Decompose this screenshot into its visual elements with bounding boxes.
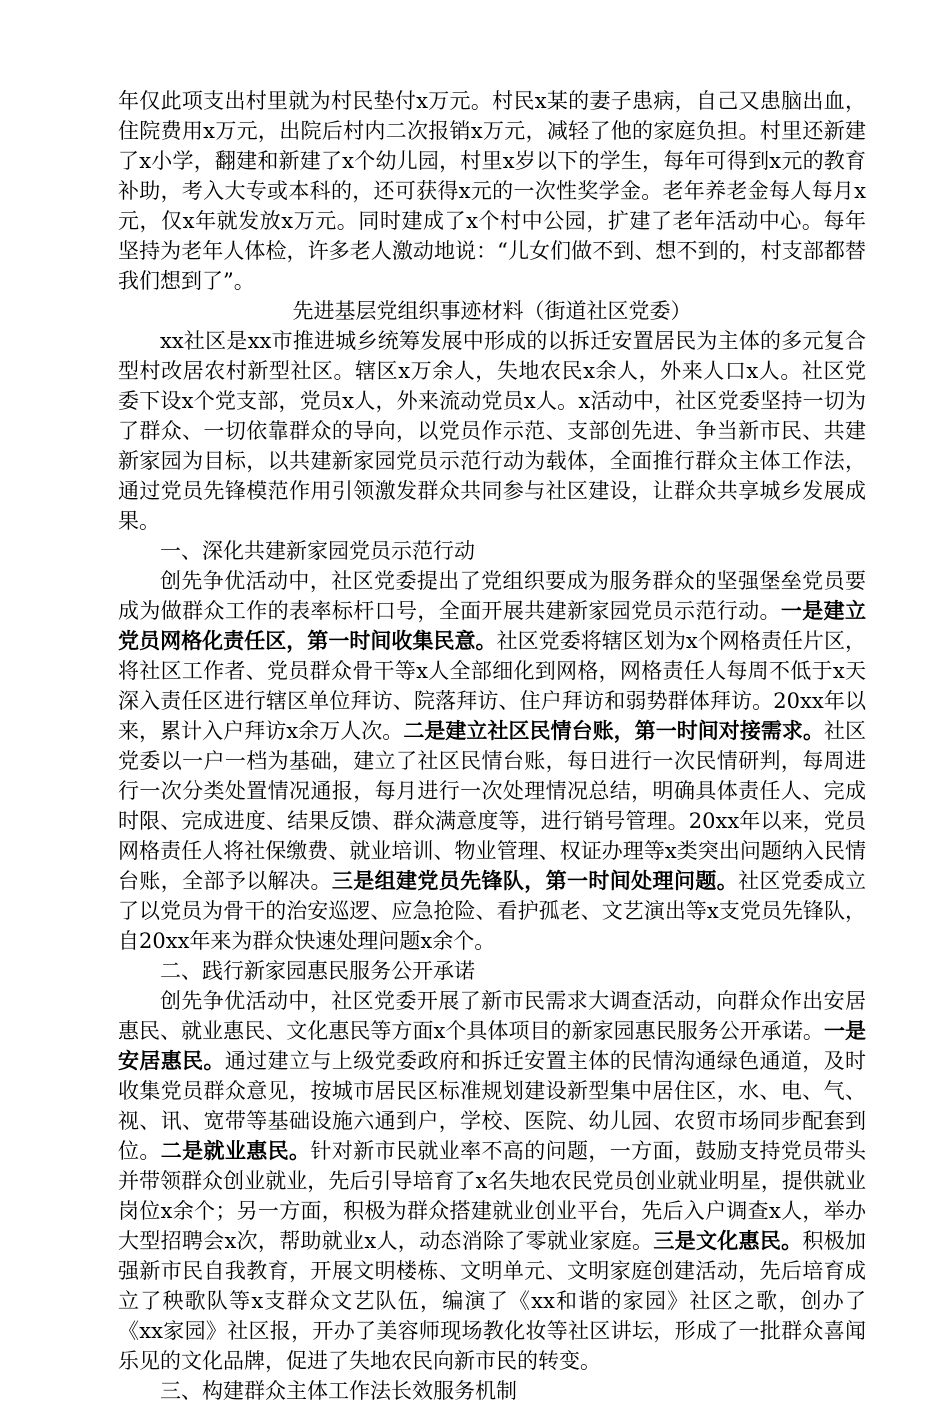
section1-text-b: 社区党委将辖区划为x个网格责任片区，将社区工作者、党员群众骨干等x人全部细化到网格，网格责任人每周不低于x天深入责任区进行辖区单位拜访、院落拜访、住户拜访和弱势群体拜访。20xx年以来，累计入户拜访x余万人次。 [118,629,866,743]
intro-paragraph: 年仅此项支出村里就为村民垫付x万元。村民x某的妻子患病，自己又患脑出血，住院费用x万元，出院后村内二次报销x万元，减轻了他的家庭负担。村里还新建了x小学，翻建和新建了x个幼儿园，村里x岁以下的学生，每年可得到x元的教育补助，考入大专或本科的，还可获得x元的一次性奖学金。老年养老金每人每月x元，仅x年就发放x万元。同时建成了x个村中公园，扩建了老年活动中心。每年坚持为老年人体检，许多老人激动地说：“儿女们做不到、想不到的，村支部都替我们想到了”。 [118,89,866,293]
section2-text-d: 积极加强新市民自我教育，开展文明楼栋、文明单元、文明家庭创建活动，先后培育成立了秧歌队等x支群众文艺队伍，编演了《xx和谐的家园》社区之歌，创办了《xx家园》社区报，开办了美容师现场教化妆等社区讲坛，形成了一批群众喜闻乐见的文化品牌，促进了失地农民向新市民的转变。 [118,1229,867,1373]
section2-text-c: 针对新市民就业率不高的问题，一方面，鼓励支持党员带头并带领群众创业就业，先后引导培育了x名失地农民党员创业就业明星，提供就业岗位x余个；另一方面，积极为群众搭建就业创业平台，先后入户调查x人，举办大型招聘会x次，帮助就业x人，动态消除了零就业家庭。 [118,1139,867,1253]
overview-paragraph: xx社区是xx市推进城乡统筹发展中形成的以拆迁安置居民为主体的多元复合型村改居农村新型社区。辖区x万余人，失地农民x余人，外来人口x人。社区党委下设x个党支部，党员x人，外来流动党员x人。x活动中，社区党委坚持一切为了群众、一切依靠群众的导向，以党员作示范、支部创先进、争当新市民、共建新家园为目标，以共建新家园党员示范行动为载体，全面推行群众主体工作法，通过党员先锋模范作用引领激发群众共同参与社区建设，让群众共享城乡发展成果。 [118,329,866,533]
section1-bold-1: 一是建立党员网格化责任区，第一时间收集民意。 [118,598,867,653]
section2-text-b: 通过建立与上级党委政府和拆迁安置主体的民情沟通绿色通道，及时收集党员群众意见，按城市居民区标准规划建设新型集中居住区，水、电、气、视、讯、宽带等基础设施六通到户，学校、医院、幼儿园、农贸市场同步配套到位。 [118,1049,867,1163]
section2-bold-1: 一是安居惠民。 [118,1018,867,1073]
section1-text-d: 社区党委成立了以党员为骨干的治安巡逻、应急抢险、看护孤老、文艺演出等x支党员先锋队，自20xx年来为群众快速处理问题x余个。 [118,869,867,953]
section1-bold-3: 三是组建党员先锋队，第一时间处理问题。 [331,868,739,893]
section2-heading: 二、践行新家园惠民服务公开承诺 [160,959,475,983]
section1-text-a: 创先争优活动中，社区党委提出了党组织要成为服务群众的坚强堡垒党员要成为做群众工作的表率标杆口号，全面开展共建新家园党员示范行动。 [118,569,866,623]
document-title: 先进基层党组织事迹材料（街道社区党委） [292,299,692,323]
section2-bold-2: 二是就业惠民。 [160,1138,311,1163]
section2-text-a: 创先争优活动中，社区党委开展了新市民需求大调查活动，向群众作出安居惠民、就业惠民、文化惠民等方面x个具体项目的新家园惠民服务公开承诺。 [118,989,866,1043]
section1-text-c: 社区党委以一户一档为基础，建立了社区民情台账，每日进行一次民情研判，每周进行一次分类处置情况通报，每月进行一次处理情况总结，明确具体责任人、完成时限、完成进度、结果反馈、群众满意度等，进行销号管理。20xx年以来，党员网格责任人将社保缴费、就业培训、物业管理、权证办理等x类突出问题纳入民情台账，全部予以解决。 [118,719,867,893]
section2-bold-3: 三是文化惠民。 [653,1228,803,1253]
section2-paragraph [118,986,866,1376]
section1-heading: 一、深化共建新家园党员示范行动 [160,539,475,563]
section3-heading: 三、构建群众主体工作法长效服务机制 [160,1379,517,1403]
document-page [118,86,866,1406]
section1-bold-2: 二是建立社区民情台账，第一时间对接需求。 [403,718,824,743]
section1-paragraph [118,566,866,956]
